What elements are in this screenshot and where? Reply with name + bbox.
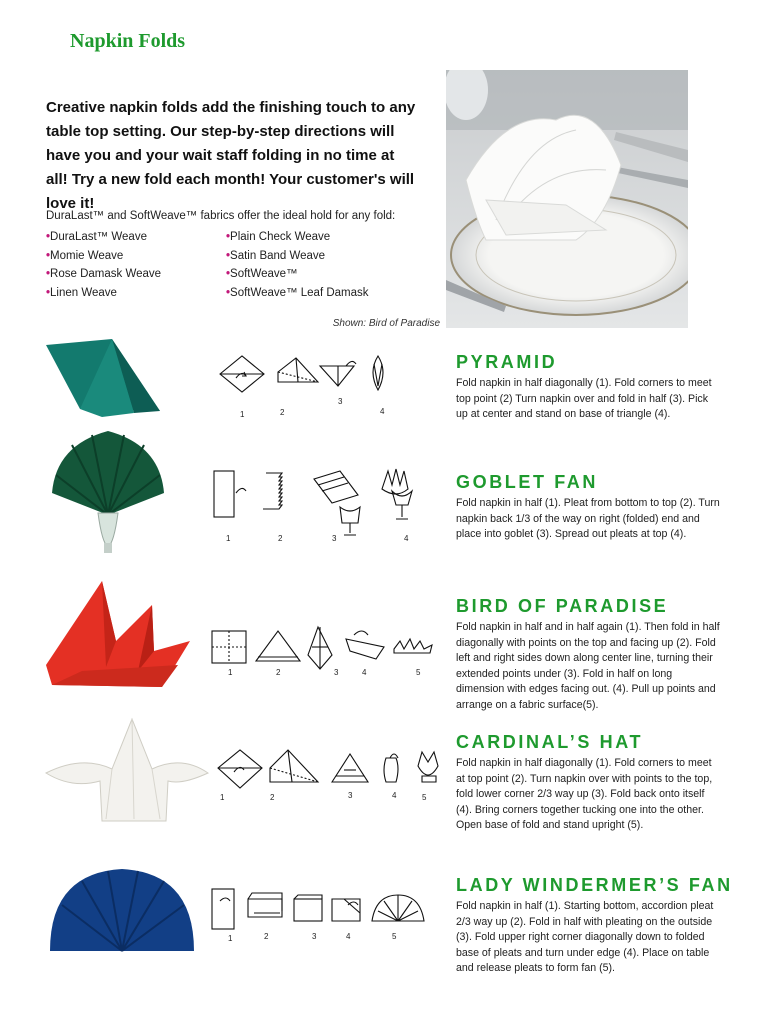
list-item: • SoftWeave™ Leaf Damask	[226, 284, 369, 303]
fold-description-bird-of-paradise: Fold napkin in half and in half again (1). Then fold in half diagonally with points on the top and facing up (2). Fold left and right sides down along center line, turning their extended points under (3). Fold in half on long dimension with edges facing out. (4). Pull up points and arrange on a fabric surface(5).	[456, 621, 720, 711]
fabric-list-left	[46, 228, 161, 302]
photo-caption: Shown: Bird of Paradise	[332, 318, 440, 329]
fold-description-pyramid: Fold napkin in half diagonally (1). Fold corners to meet top point (2) Turn napkin over and fold in half (3). Pick up at center and stand on base of triangle (4).	[456, 377, 712, 421]
goblet-fan-napkin-photo	[42, 425, 172, 555]
list-item: • Momie Weave	[46, 247, 161, 266]
fold-title-goblet-fan: GOBLET FAN	[456, 472, 598, 492]
page-title: Napkin Folds	[70, 30, 186, 52]
step-number: 1	[226, 534, 231, 543]
step-number: 4	[362, 668, 367, 677]
step-number: 3	[334, 668, 339, 677]
step-number: 1	[228, 668, 233, 677]
list-item: • Satin Band Weave	[226, 247, 369, 266]
fold-description-cardinals-hat: Fold napkin in half diagonally (1). Fold corners to meet at top point (2). Turn napkin over with points to the top, fold lower corner 2/3 way up (3). Fold back onto itself (4). Bring corners together tucking one into the other. Open base of fold and stand upright (5).	[456, 757, 713, 832]
fold-title-lady-windermers-fan: LADY WINDERMER’S FAN	[456, 875, 733, 895]
step-number: 5	[392, 932, 397, 941]
step-number: 2	[264, 932, 269, 941]
fold-title-cardinals-hat: CARDINAL’S HAT	[456, 732, 644, 752]
step-number: 1	[228, 934, 233, 943]
step-number: 5	[422, 793, 427, 802]
step-number: 4	[392, 791, 397, 800]
step-number: 2	[280, 408, 285, 417]
fold-title-bird-of-paradise: BIRD OF PARADISE	[456, 596, 669, 616]
step-number: 1	[240, 410, 245, 419]
table-setting-photo	[446, 70, 688, 328]
cardinals-hat-step-diagrams	[208, 748, 448, 808]
list-item: • DuraLast™ Weave	[46, 228, 161, 247]
fold-title-pyramid: PYRAMID	[456, 352, 558, 372]
step-number: 4	[380, 407, 385, 416]
bird-of-paradise-napkin-photo	[42, 575, 192, 695]
list-item: • SoftWeave™	[226, 265, 369, 284]
list-item: • Rose Damask Weave	[46, 265, 161, 284]
step-number: 3	[348, 791, 353, 800]
list-item: • Plain Check Weave	[226, 228, 369, 247]
cardinals-hat-napkin-photo	[42, 715, 212, 825]
intro-paragraph: Creative napkin folds add the finishing touch to any table top setting. Our step-by-step directions will have you and your wait staff folding in no time at all! Try a new fold each month! Your customer's will love it!	[46, 99, 416, 212]
step-number: 4	[404, 534, 409, 543]
step-number: 4	[346, 932, 351, 941]
step-number: 2	[270, 793, 275, 802]
fabric-note: DuraLast™ and SoftWeave™ fabrics offer the ideal hold for any fold:	[46, 210, 396, 222]
pyramid-napkin-photo	[42, 335, 170, 425]
lady-windermers-fan-napkin-photo	[42, 865, 202, 955]
fold-description-goblet-fan: Fold napkin in half (1). Pleat from bottom to top (2). Turn napkin back 1/3 of the way on right (folded) end and place into goblet (3). Spread out pleats at top (4).	[456, 497, 720, 541]
goblet-fan-step-diagrams	[208, 465, 418, 545]
step-number: 3	[312, 932, 317, 941]
list-item: • Linen Weave	[46, 284, 161, 303]
pyramid-step-diagrams	[208, 352, 408, 422]
fabric-list-right	[226, 228, 369, 302]
step-number: 2	[278, 534, 283, 543]
fold-description-lady-windermers-fan: Fold napkin in half (1). Starting bottom, accordion pleat 2/3 way up (2). Fold in half with pleating on the outside (3). Fold upper right corner diagonally down to folded base of pleats and turn under edge (4). Place on table and release pleats to form fan (5).	[456, 900, 714, 975]
step-number: 3	[338, 397, 343, 406]
step-number: 1	[220, 793, 225, 802]
lady-windermers-fan-step-diagrams	[208, 885, 438, 945]
step-number: 5	[416, 668, 421, 677]
bird-of-paradise-step-diagrams	[208, 625, 458, 685]
step-number: 2	[276, 668, 281, 677]
step-number: 3	[332, 534, 337, 543]
